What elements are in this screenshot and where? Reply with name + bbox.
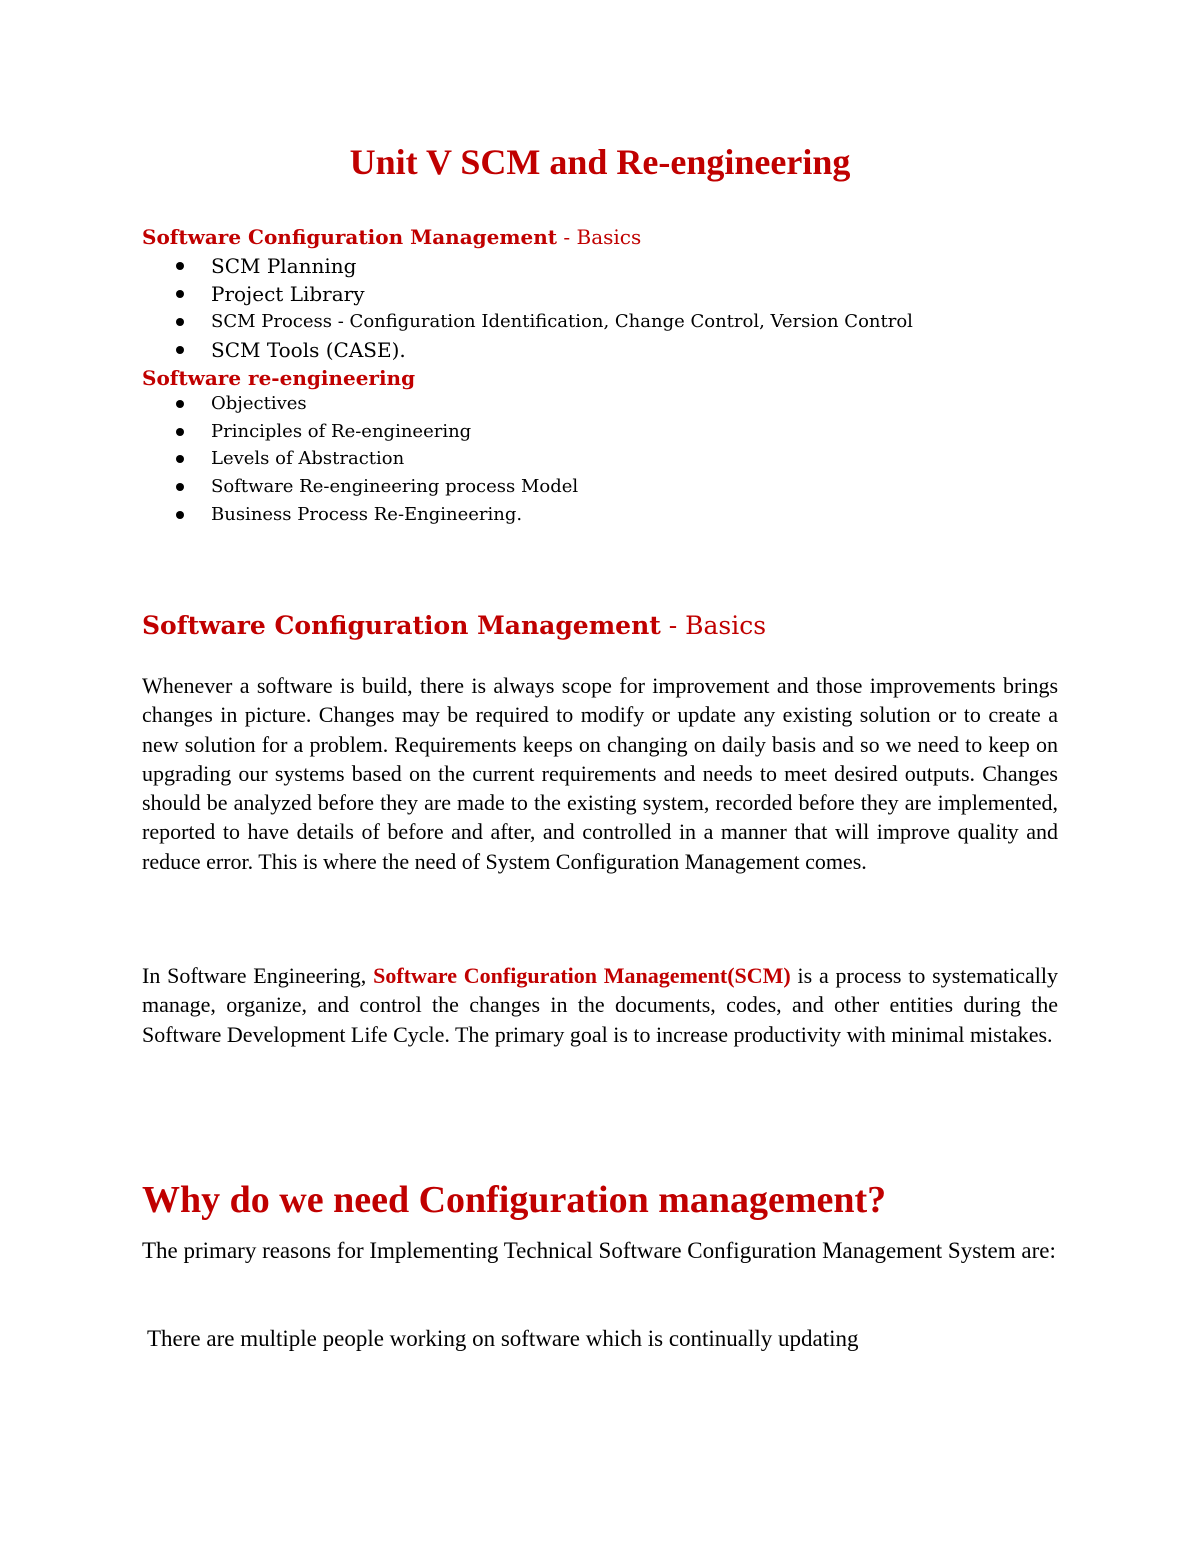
list-item: Project Library xyxy=(142,280,913,308)
toc-list-scm xyxy=(142,252,913,364)
toc-heading-scm xyxy=(142,224,641,250)
bullet-icon xyxy=(176,290,184,298)
reason-1: There are multiple people working on software which is continually updating xyxy=(147,1326,859,1351)
bullet-icon xyxy=(176,318,184,326)
list-item: SCM Planning xyxy=(142,252,913,280)
bullet-icon xyxy=(176,428,184,436)
list-item: SCM Tools (CASE). xyxy=(142,336,913,364)
list-item: Software Re-engineering process Model xyxy=(142,473,578,501)
toc-heading-reengineering: Software re-engineering xyxy=(142,366,416,390)
section-heading-rest: - Basics xyxy=(660,611,767,640)
paragraph-scm-definition: In Software Engineering, Software Configuration Management(SCM) is a process to systematically manage, organize, and control the changes in the documents, codes, and other entities during the Software Development Life Cycle. The primary goal is to increase productivity with minimal mistakes. xyxy=(142,963,1059,1047)
scm-highlight: Software Configuration Management(SCM) xyxy=(373,963,791,988)
bullet-icon xyxy=(176,511,184,519)
section-heading-bold: Software Configuration Management xyxy=(142,611,661,640)
bullet-icon xyxy=(176,262,184,270)
toc-list-reengineering xyxy=(142,390,578,528)
toc-heading-scm-rest: - Basics xyxy=(557,225,642,249)
list-item: Principles of Re-engineering xyxy=(142,418,578,446)
reasons-intro: The primary reasons for Implementing Technical Software Configuration Management System are: xyxy=(142,1238,1056,1263)
toc-heading-scm-bold: Software Configuration Management xyxy=(142,225,558,249)
why-configuration-heading: Why do we need Configuration management? xyxy=(142,1179,887,1221)
bullet-icon xyxy=(176,455,184,463)
list-item: Levels of Abstraction xyxy=(142,445,578,473)
list-item: Business Process Re-Engineering. xyxy=(142,501,578,529)
list-item: SCM Process - Configuration Identification, Change Control, Version Control xyxy=(142,308,913,336)
document-title: Unit V SCM and Re-engineering xyxy=(349,142,851,182)
bullet-icon xyxy=(176,346,184,354)
section-heading-scm-basics xyxy=(142,610,766,642)
bullet-icon xyxy=(176,483,184,491)
paragraph-intro: Whenever a software is build, there is always scope for improvement and those improvements brings changes in picture. Changes may be required to modify or update any existing solution or to create a new solution for a problem. Requirements keeps on changing on daily basis and so we need to keep on upgrading our systems based on the current requirements and needs to meet desired outputs. Changes should be analyzed before they are made to the existing system, recorded before they are implemented, reported to have details of before and after, and controlled in a manner that will improve quality and reduce error. This is where the need of System Configuration Management comes. xyxy=(142,673,1058,874)
list-item: Objectives xyxy=(142,390,578,418)
bullet-icon xyxy=(176,400,184,408)
